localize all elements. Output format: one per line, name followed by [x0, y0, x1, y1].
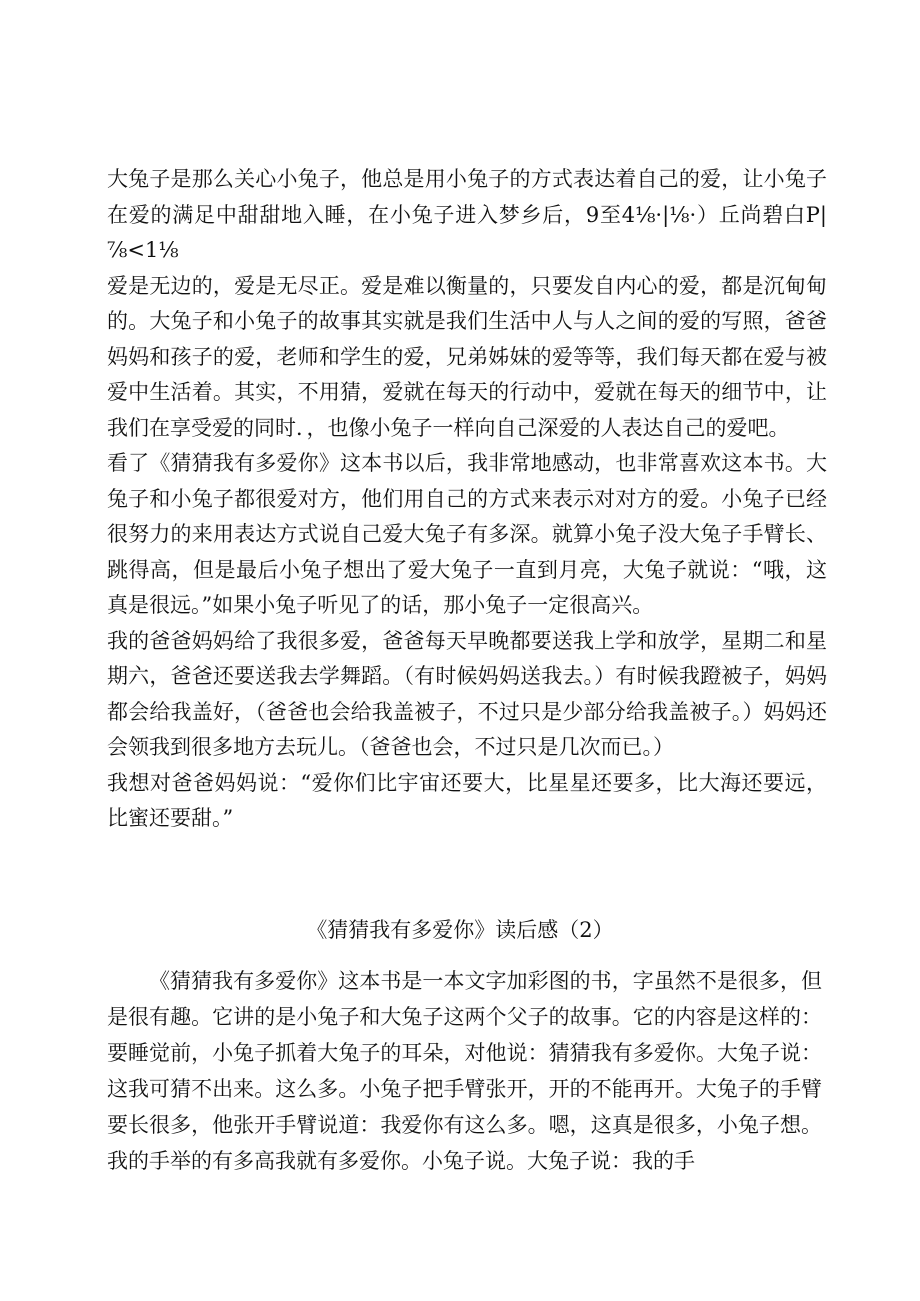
- paragraph-2: 爱是无边的，爱是无尽正。爱是难以衡量的，只要发自内心的爱，都是沉甸甸的。大兔子和小兔子的故事其实就是我们生活中人与人之间的爱的写照，爸爸妈妈和孩子的爱，老师和学生的爱，兄弟姊妹的爱等等，我们每天都在爱与被爱中生活着。其实，不用猜，爱就在每天的行动中，爱就在每天的细节中，让我们在享受爱的同时．，也像小兔子一样向自己深爱的人表达自己的爱吧。: [107, 273, 827, 440]
- paragraph-4: 我的爸爸妈妈给了我很多爱，爸爸每天早晚都要送我上学和放学，星期二和星期六，爸爸还要送我去学舞蹈。（有时候妈妈送我去。）有时候我蹬被子，妈妈都会给我盖好，（爸爸也会给我盖被子，不过只是少部分给我盖被子。）妈妈还会领我到很多地方去玩儿。（爸爸也会，不过只是几次而已。）: [107, 628, 827, 759]
- paragraph-5: 我想对爸爸妈妈说：“爱你们比宇宙还要大，比星星还要多，比大海还要远，比蜜还要甜。”: [107, 770, 827, 830]
- paragraph-3: 看了《猜猜我有多爱你》这本书以后，我非常地感动，也非常喜欢这本书。大兔子和小兔子都很爱对方，他们用自己的方式来表示对对方的爱。小兔子已经很努力的来用表达方式说自己爱大兔子有多深。就算小兔子没大兔子手臂长、跳得高，但是最后小兔子想出了爱大兔子一直到月亮，大兔子就说：“哦，这真是很远。”如果小兔子听见了的话，那小兔子一定很高兴。: [107, 451, 827, 617]
- text-block: [107, 162, 827, 837]
- section-title: 《猜猜我有多爱你》读后感（2）: [306, 918, 614, 942]
- paragraph-1: 大兔子是那么关心小兔子，他总是用小兔子的方式表达着自己的爱，让小兔子在爱的满足中甜甜地入睡，在小兔子进入梦乡后，9至4⅛·|⅛·）丘尚碧白P|⅞<1⅛: [107, 167, 827, 262]
- section-body: 《猜猜我有多爱你》这本书是一本文字加彩图的书，字虽然不是很多，但是很有趣。它讲的是小兔子和大兔子这两个父子的故事。它的内容是这样的：要睡觉前，小兔子抓着大兔子的耳朵，对他说：猜猜我有多爱你。大兔子说：这我可猜不出来。这么多。小兔子把手臂张开，开的不能再开。大兔子的手臂要长很多，他张开手臂说道：我爱你有这么多。嗯，这真是很多，小兔子想。我的手举的有多高我就有多爱你。小兔子说。大兔子说：我的手: [107, 969, 822, 1173]
